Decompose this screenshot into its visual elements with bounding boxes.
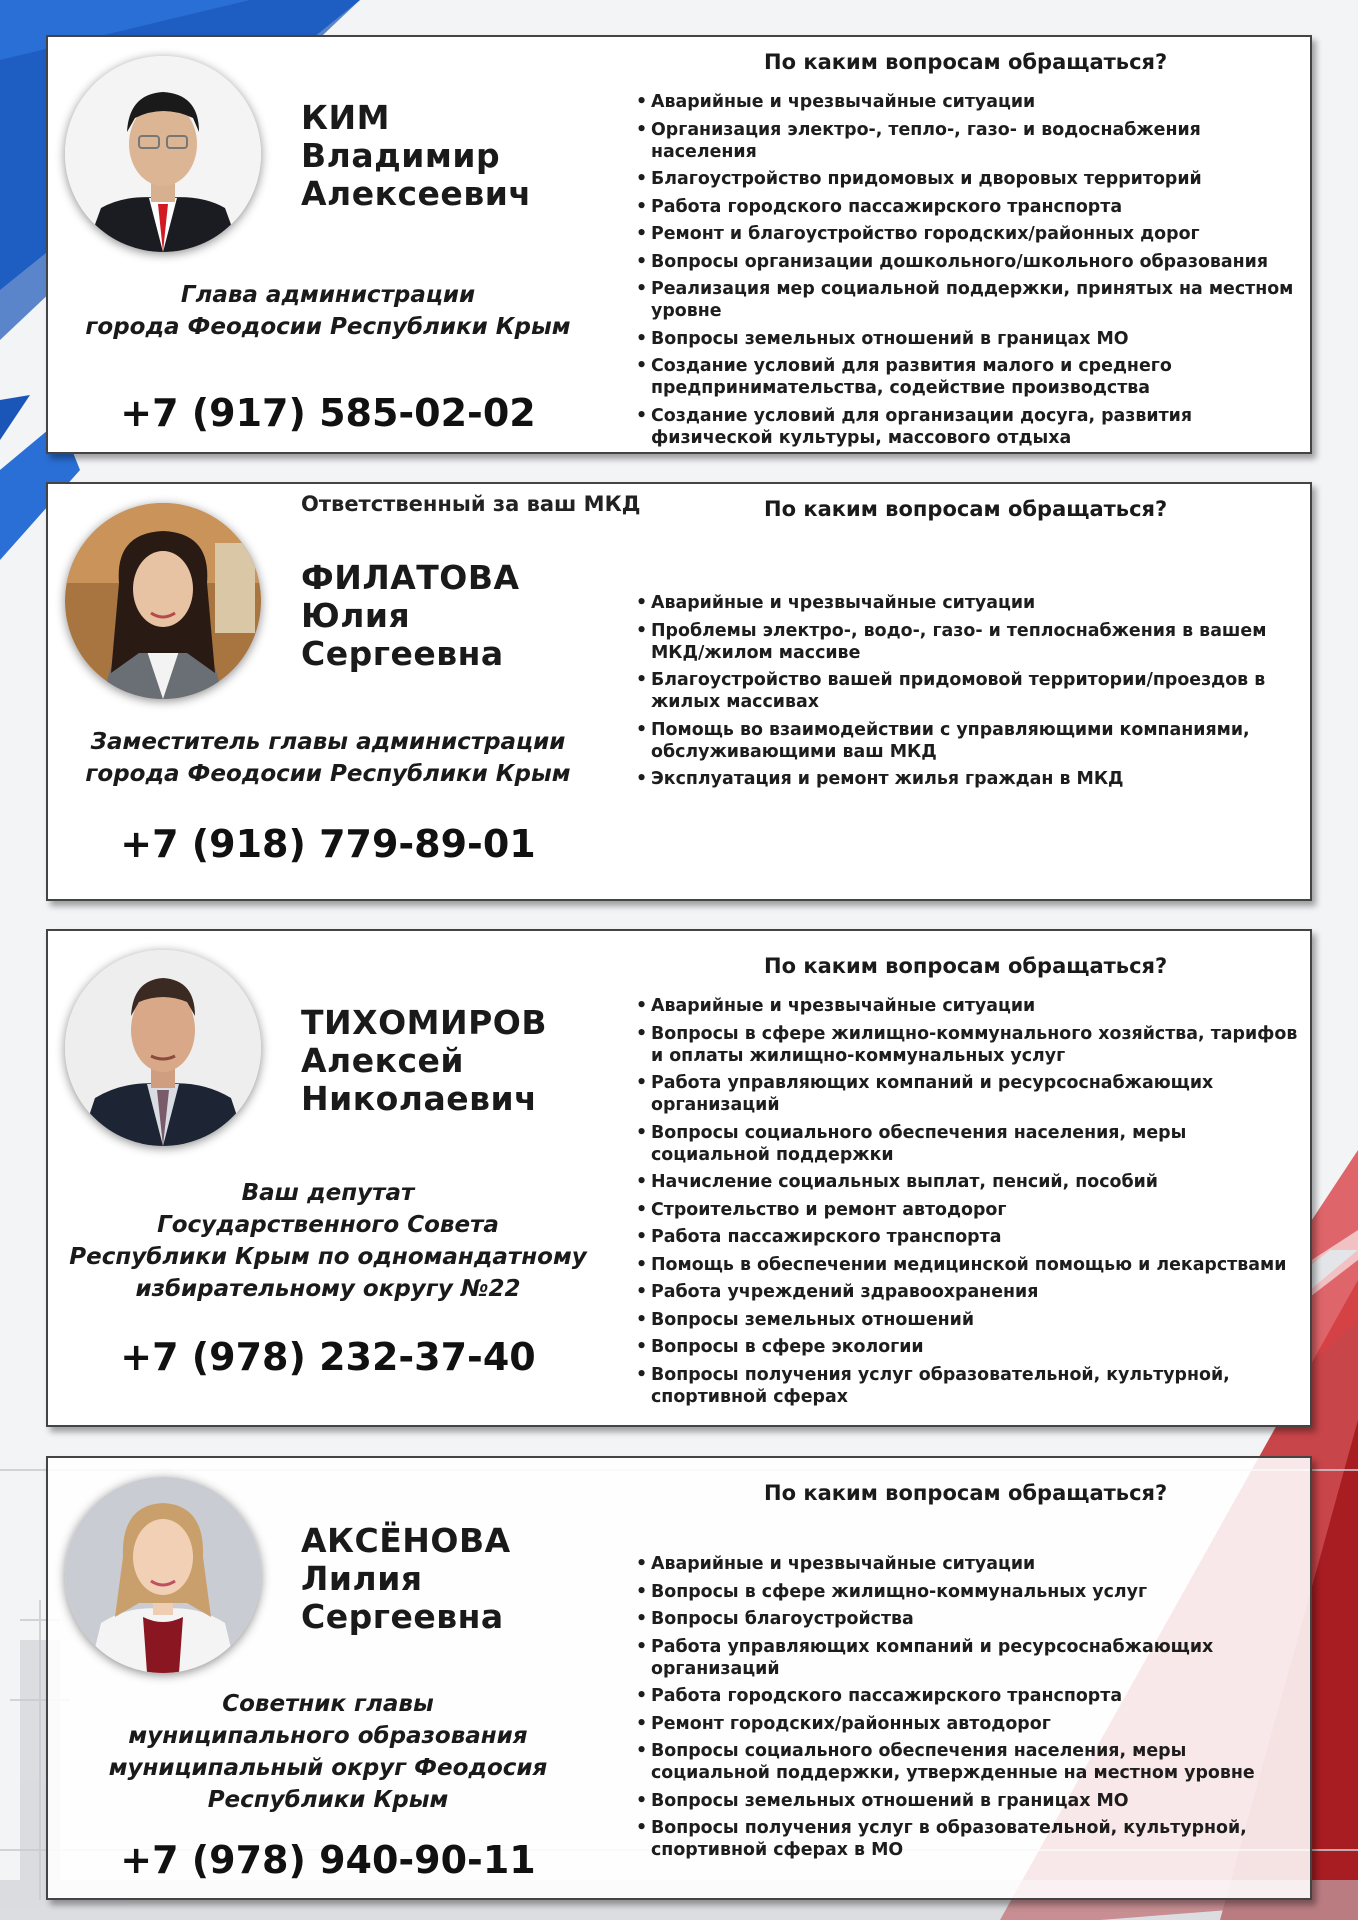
position-line: избирательному округу №22 xyxy=(135,1276,521,1302)
topic-item: • Аварийные и чрезвычайные ситуации xyxy=(636,1553,1301,1575)
topics-list-aksenova xyxy=(636,1553,1301,1867)
avatar-kim xyxy=(65,56,261,252)
avatar-aksenova xyxy=(65,1477,261,1673)
patronymic: Сергеевна xyxy=(301,634,504,673)
topic-item: • Организация электро-, тепло-, газо- и водоснабжения населения xyxy=(636,119,1301,163)
topic-item: • Благоустройство придомовых и дворовых территорий xyxy=(636,168,1301,190)
position-title-aksenova xyxy=(54,1688,602,1816)
topic-item: • Аварийные и чрезвычайные ситуации xyxy=(636,995,1301,1017)
contact-card-aksenova xyxy=(46,1456,1312,1900)
topic-item: • Начисление социальных выплат, пенсий, пособий xyxy=(636,1171,1301,1193)
topic-item: • Помощь в обеспечении медицинской помощью и лекарствами xyxy=(636,1254,1301,1276)
portrait-filatova-image xyxy=(65,503,261,699)
phone-number-aksenova[interactable]: +7 (978) 940-90-11 xyxy=(120,1838,536,1882)
topic-item: • Создание условий для развития малого и среднего предпринимательства, содействие производства xyxy=(636,355,1301,399)
position-line: города Феодосии Республики Крым xyxy=(85,761,571,787)
person-name-tikhomirov xyxy=(301,1004,547,1118)
contact-card-kim xyxy=(46,35,1312,454)
first-name: Лилия xyxy=(301,1559,423,1598)
position-line: муниципального образования xyxy=(128,1723,528,1749)
position-line: Советник главы xyxy=(222,1691,434,1717)
topic-item: • Строительство и ремонт автодорог xyxy=(636,1199,1301,1221)
topic-item: • Работа городского пассажирского транспорта xyxy=(636,1685,1301,1707)
topic-item: • Вопросы в сфере экологии xyxy=(636,1336,1301,1358)
patronymic: Сергеевна xyxy=(301,1597,504,1636)
position-line: Ваш депутат xyxy=(241,1180,415,1206)
position-title-tikhomirov xyxy=(54,1177,602,1305)
topic-item: • Вопросы социального обеспечения населения, меры социальной поддержки xyxy=(636,1122,1301,1166)
topic-item: • Реализация мер социальной поддержки, принятых на местном уровне xyxy=(636,278,1301,322)
topic-item: • Вопросы благоустройства xyxy=(636,1608,1301,1630)
position-line: Республики Крым по одномандатному xyxy=(69,1244,587,1270)
portrait-kim-image xyxy=(65,56,261,252)
topics-heading: По каким вопросам обращаться? xyxy=(764,497,1168,521)
position-line: Государственного Совета xyxy=(157,1212,499,1238)
topics-list-kim xyxy=(636,91,1301,454)
topic-item: • Аварийные и чрезвычайные ситуации xyxy=(636,592,1301,614)
portrait-tikhomirov-image xyxy=(65,950,261,1146)
topic-item: • Проблемы электро-, водо-, газо- и теплоснабжения в вашем МКД/жилом массиве xyxy=(636,620,1301,664)
person-name-aksenova xyxy=(301,1522,511,1636)
topic-item: • Вопросы получения услуг в образовательной, культурной, спортивной сферах в МО xyxy=(636,1817,1301,1861)
topic-item: • Эксплуатация и ремонт жилья граждан в МКД xyxy=(636,768,1301,790)
topics-list-tikhomirov xyxy=(636,995,1301,1413)
responsible-label: Ответственный за ваш МКД xyxy=(301,492,641,516)
topic-item: • Работа пассажирского транспорта xyxy=(636,1226,1301,1248)
first-name: Владимир xyxy=(301,136,501,175)
surname: АКСЁНОВА xyxy=(301,1521,511,1560)
position-title-filatova xyxy=(54,726,602,790)
portrait-aksenova-image xyxy=(65,1477,261,1673)
phone-number-tikhomirov[interactable]: +7 (978) 232-37-40 xyxy=(120,1335,536,1379)
topic-item: • Ремонт городских/районных автодорог xyxy=(636,1713,1301,1735)
patronymic: Алексеевич xyxy=(301,174,532,213)
topic-item: • Аварийные и чрезвычайные ситуации xyxy=(636,91,1301,113)
surname: ТИХОМИРОВ xyxy=(301,1003,547,1042)
topic-item: • Вопросы в сфере жилищно-коммунальных услуг xyxy=(636,1581,1301,1603)
topic-item: • Вопросы земельных отношений в границах МО xyxy=(636,328,1301,350)
topic-item: • Вопросы земельных отношений в границах МО xyxy=(636,1790,1301,1812)
patronymic: Николаевич xyxy=(301,1079,538,1118)
phone-number-kim[interactable]: +7 (917) 585-02-02 xyxy=(120,391,536,435)
topic-item: • Вопросы в сфере жилищно-коммунального хозяйства, тарифов и оплаты жилищно-коммунальных услуг xyxy=(636,1023,1301,1067)
topics-heading: По каким вопросам обращаться? xyxy=(764,1481,1168,1505)
person-name-filatova xyxy=(301,559,520,673)
topic-item: • Ремонт и благоустройство городских/районных дорог xyxy=(636,223,1301,245)
surname: КИМ xyxy=(301,98,390,137)
topic-item: • Вопросы земельных отношений xyxy=(636,1309,1301,1331)
topic-item: • Помощь во взаимодействии с управляющими компаниями, обслуживающими ваш МКД xyxy=(636,719,1301,763)
avatar-filatova xyxy=(65,503,261,699)
first-name: Юлия xyxy=(301,596,411,635)
position-line: муниципальный округ Феодосия xyxy=(108,1755,548,1781)
topic-item: • Вопросы получения услуг образовательной, культурной, спортивной сферах xyxy=(636,1364,1301,1408)
position-line: Республики Крым xyxy=(207,1787,449,1813)
topics-list-filatova xyxy=(636,592,1301,796)
position-line: города Феодосии Республики Крым xyxy=(85,314,571,340)
surname: ФИЛАТОВА xyxy=(301,558,520,597)
position-title-kim xyxy=(54,279,602,343)
topic-item: • Работа учреждений здравоохранения xyxy=(636,1281,1301,1303)
topic-item: • Работа управляющих компаний и ресурсоснабжающих организаций xyxy=(636,1636,1301,1680)
topic-item: • Работа городского пассажирского транспорта xyxy=(636,196,1301,218)
topics-heading: По каким вопросам обращаться? xyxy=(764,50,1168,74)
position-line: Глава администрации xyxy=(180,282,476,308)
phone-number-filatova[interactable]: +7 (918) 779-89-01 xyxy=(120,822,536,866)
first-name: Алексей xyxy=(301,1041,465,1080)
contact-card-filatova xyxy=(46,482,1312,901)
topic-item: • Работа управляющих компаний и ресурсоснабжающих организаций xyxy=(636,1072,1301,1116)
topics-heading: По каким вопросам обращаться? xyxy=(764,954,1168,978)
topic-item: • Вопросы организации дошкольного/школьного образования xyxy=(636,251,1301,273)
topic-item: • Благоустройство вашей придомовой территории/проездов в жилых массивах xyxy=(636,669,1301,713)
position-line: Заместитель главы администрации xyxy=(90,729,566,755)
avatar-tikhomirov xyxy=(65,950,261,1146)
contact-card-tikhomirov xyxy=(46,929,1312,1427)
topic-item: • Создание условий для организации досуга, развития физической культуры, массового отдыха xyxy=(636,405,1301,449)
topic-item: • Вопросы социального обеспечения населения, меры социальной поддержки, утвержденные на местном уровне xyxy=(636,1740,1301,1784)
person-name-kim xyxy=(301,99,531,213)
